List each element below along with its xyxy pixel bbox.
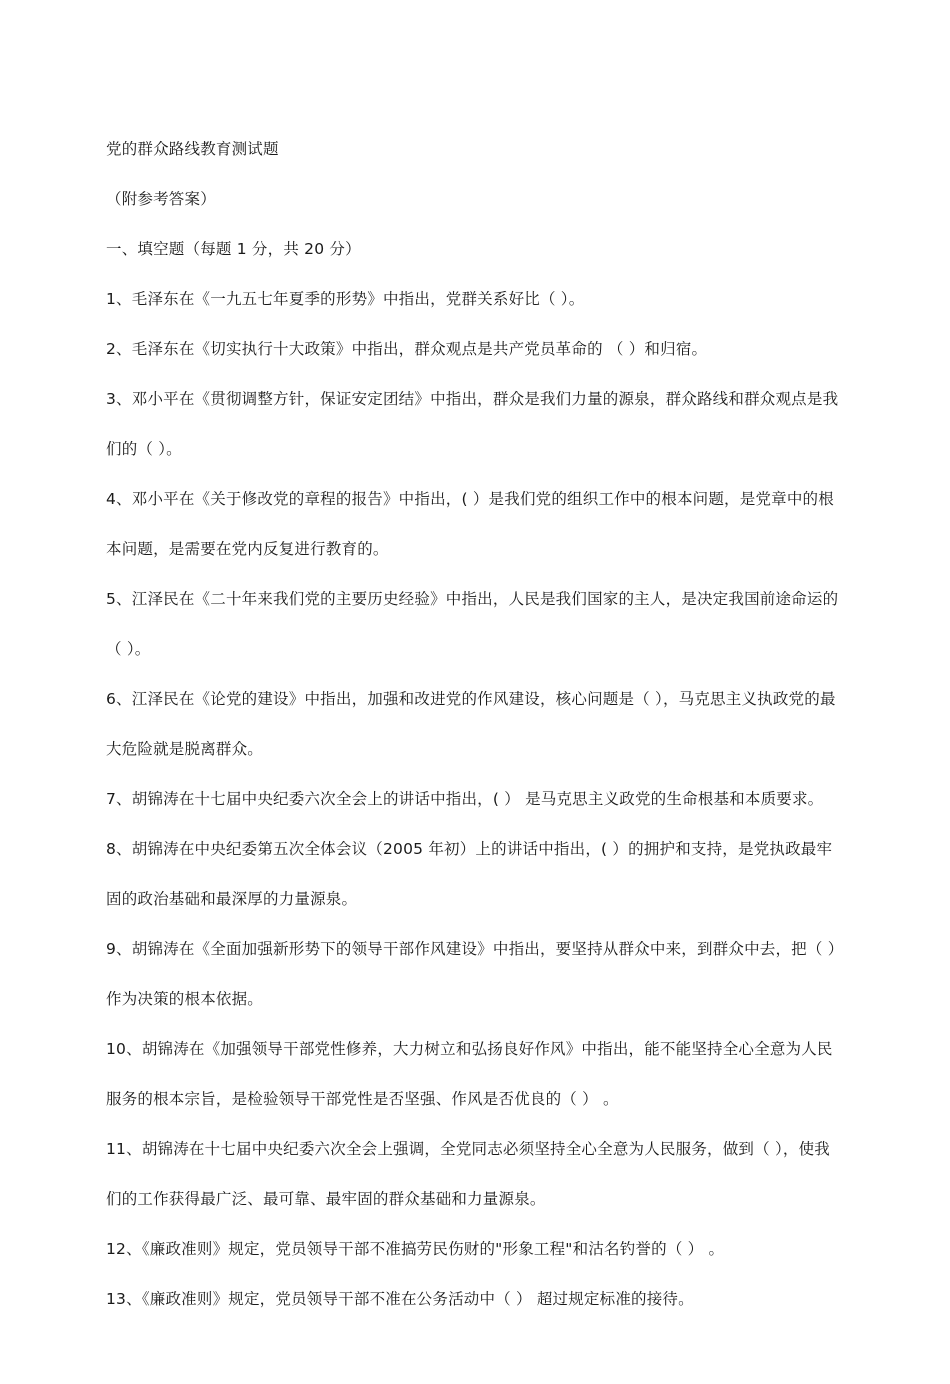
question-2: 2、毛泽东在《切实执行十大政策》中指出，群众观点是共产党员革命的 （ ）和归宿。 — [106, 340, 708, 358]
question-5-line-2: （ ）。 — [106, 640, 151, 658]
question-3-line-2: 们的（ ）。 — [106, 440, 182, 458]
question-6-line-1: 6、江泽民在《论党的建设》中指出，加强和改进党的作风建设，核心问题是（ ），马克思主义执政党的最 — [106, 690, 836, 708]
question-8-line-2: 固的政治基础和最深厚的力量源泉。 — [106, 890, 358, 908]
question-6-line-2: 大危险就是脱离群众。 — [106, 740, 264, 758]
document-title: 党的群众路线教育测试题 — [106, 140, 279, 158]
question-8-line-1: 8、胡锦涛在中央纪委第五次全体会议（2005 年初）上的讲话中指出，( ）的拥护和支持，是党执政最牢 — [106, 840, 833, 858]
question-9-line-2: 作为决策的根本依据。 — [106, 990, 264, 1008]
question-3-line-1: 3、邓小平在《贯彻调整方针，保证安定团结》中指出，群众是我们力量的源泉，群众路线和群众观点是我 — [106, 390, 839, 408]
document-body — [106, 124, 886, 1324]
question-12: 12、《廉政准则》规定，党员领导干部不准搞劳民伤财的"形象工程"和沽名钓誉的（ ） 。 — [106, 1240, 725, 1258]
question-4-line-2: 本问题，是需要在党内反复进行教育的。 — [106, 540, 389, 558]
question-13: 13、《廉政准则》规定，党员领导干部不准在公务活动中（ ） 超过规定标准的接待。 — [106, 1290, 694, 1308]
section-heading: 一、填空题（每题 1 分，共 20 分） — [106, 240, 361, 258]
question-4-line-1: 4、邓小平在《关于修改党的章程的报告》中指出，( ）是我们党的组织工作中的根本问题，是党章中的根 — [106, 490, 834, 508]
question-7: 7、胡锦涛在十七届中央纪委六次全会上的讲话中指出，( ） 是马克思主义政党的生命根基和本质要求。 — [106, 790, 824, 808]
document-subtitle: （附参考答案） — [106, 190, 216, 208]
question-11-line-2: 们的工作获得最广泛、最可靠、最牢固的群众基础和力量源泉。 — [106, 1190, 546, 1208]
question-9-line-1: 9、胡锦涛在《全面加强新形势下的领导干部作风建设》中指出，要坚持从群众中来，到群众中去，把（ ） — [106, 940, 844, 958]
question-1: 1、毛泽东在《一九五七年夏季的形势》中指出，党群关系好比（ ）。 — [106, 290, 585, 308]
question-11-line-1: 11、胡锦涛在十七届中央纪委六次全会上强调，全党同志必须坚持全心全意为人民服务，做到（ ），使我 — [106, 1140, 831, 1158]
question-10-line-2: 服务的根本宗旨，是检验领导干部党性是否坚强、作风是否优良的（ ） 。 — [106, 1090, 619, 1108]
question-5-line-1: 5、江泽民在《二十年来我们党的主要历史经验》中指出，人民是我们国家的主人，是决定我国前途命运的 — [106, 590, 839, 608]
question-10-line-1: 10、胡锦涛在《加强领导干部党性修养，大力树立和弘扬良好作风》中指出，能不能坚持全心全意为人民 — [106, 1040, 833, 1058]
